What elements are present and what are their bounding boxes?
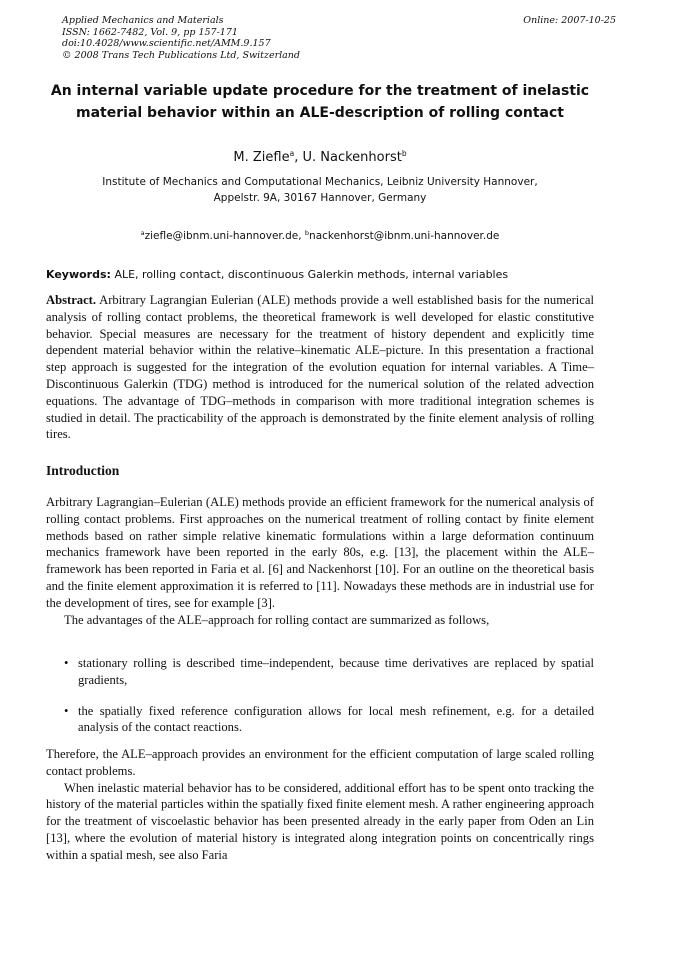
email-marker: a <box>140 229 145 237</box>
introduction-body <box>46 494 594 628</box>
journal-copyright: © 2008 Trans Tech Publications Ltd, Switzerland <box>62 49 301 61</box>
online-date: Online: 2007-10-25 <box>523 15 616 26</box>
keywords-text: ALE, rolling contact, discontinuous Galerkin methods, internal variables <box>114 268 509 281</box>
author-separator: , <box>294 150 299 165</box>
list-item-text: the spatially fixed reference configuration allows for local mesh refinement, e.g. for a detailed analysis of the contact reactions. <box>78 703 594 735</box>
email-link[interactable]: nackenhorst@ibnm.uni-hannover.de <box>309 230 500 242</box>
author-name: U. Nackenhorst <box>302 150 402 165</box>
bullet-icon: • <box>64 656 69 670</box>
abstract-text: Arbitrary Lagrangian Eulerian (ALE) methods provide a well established basis for the numerical analysis of rolling contact problems, the theoretical framework is well developed for elastic constitutive behavior. Special measures are necessary for the treatment of history dependent and explicitly time dependent material behavior within the relative–kinematic ALE–picture. In this presentation a fractional step approach is suggested for the integration of the evolution equation for internal variables. A Time–Discontinuous Galerkin (TDG) method is introduced for the numerical solution of the related advection equations. The advantage of TDG–methods in comparison with more traditional integration schemes is studied in detail. The practicability of the approach is demonstrated by the finite element analysis of rolling tires. <box>46 293 594 442</box>
affiliation-line: Appelstr. 9A, 30167 Hannover, Germany <box>213 191 427 204</box>
author-line <box>46 145 594 167</box>
list-item-text: stationary rolling is described time–independent, because time derivatives are replaced by spatial gradients, <box>78 656 594 687</box>
abstract-label: Abstract. <box>46 293 97 307</box>
affiliation <box>46 175 594 206</box>
bullet-icon: • <box>64 703 69 718</box>
journal-doi: doi:10.4028/www.scientific.net/AMM.9.157 <box>62 38 271 49</box>
keywords <box>46 267 594 283</box>
journal-issn: ISSN: 1662-7482, Vol. 9, pp 157-171 <box>62 26 238 38</box>
affiliation-marker: b <box>401 149 407 158</box>
introduction-continued <box>46 746 594 864</box>
keywords-label: Keywords: <box>46 268 111 281</box>
email-link[interactable]: ziefle@ibnm.uni-hannover.de, <box>144 230 302 242</box>
list-item <box>46 703 594 737</box>
list-item <box>46 655 594 689</box>
email-marker: b <box>304 229 310 237</box>
paragraph: When inelastic material behavior has to be considered, additional effort has to be spent onto tracking the history of the material particles within the spatially fixed finite element mesh. A rather engineering approach for the treatment of viscoelastic behavior has been presented already in the early paper from Oden an Lin [13], where the evolution of material history is integrated along integration points on concentrically rings within a spatial mesh, see also Faria <box>46 780 594 862</box>
author-name: M. Ziefle <box>233 150 290 165</box>
paragraph: Therefore, the ALE–approach provides an environment for the efficient computation of large scaled rolling contact problems. <box>46 747 594 778</box>
journal-header <box>62 15 482 61</box>
paragraph: Arbitrary Lagrangian–Eulerian (ALE) methods provide an efficient framework for the numerical analysis of rolling contact problems. First approaches on the numerical treatment of rolling contact by finite element methods based on rather simple relative kinematic formulations within a large deformation continuum mechanics framework have been reported in the early 80s, e.g. [13], the placement within the ALE–framework has been reported in Faria et al. [6] and Nackenhorst [10]. For an outline on the theoretical basis and the finite element approximation it is referred to [11]. Nowadays these methods are in industrial use for the development of tires, see for example [3]. <box>46 495 594 610</box>
section-heading: Introduction <box>46 463 120 478</box>
paragraph: The advantages of the ALE–approach for rolling contact are summarized as follows, <box>64 612 490 627</box>
email-line <box>46 226 594 244</box>
bullet-list <box>46 655 594 750</box>
paper-title: An internal variable update procedure for the treatment of inelastic material behavior within an ALE-description of rolling contact <box>50 83 590 121</box>
affiliation-line: Institute of Mechanics and Computational Mechanics, Leibniz University Hannover, <box>102 176 538 188</box>
affiliation-marker: a <box>289 149 295 158</box>
abstract <box>46 292 594 443</box>
journal-name: Applied Mechanics and Materials <box>62 15 224 26</box>
